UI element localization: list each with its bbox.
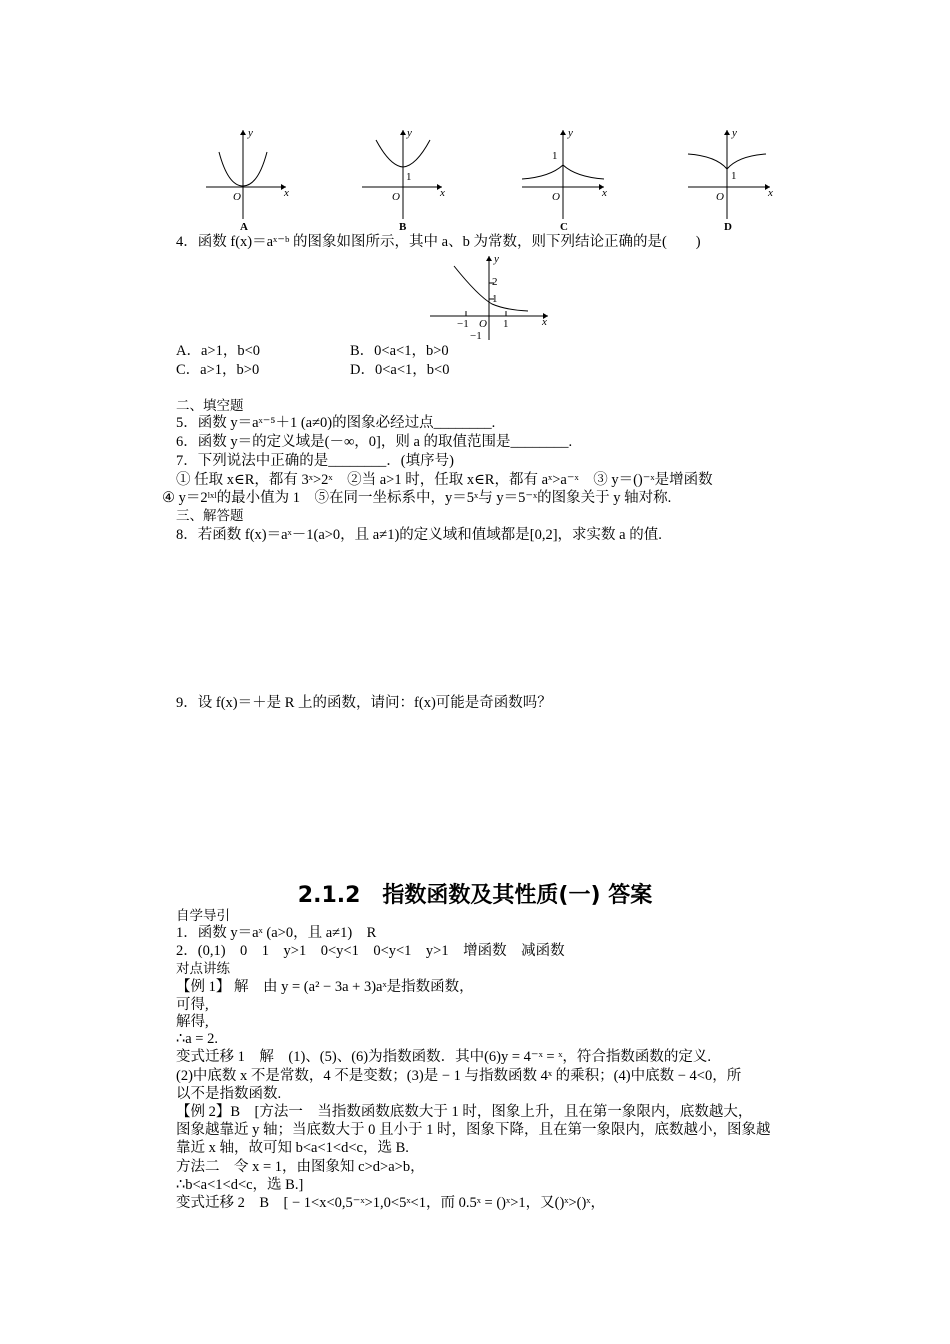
q4-option-d: D．0<a<1，b<0 [350, 362, 450, 378]
heading-self-study: 自学导引 [176, 908, 230, 924]
graph-b [356, 124, 456, 234]
answer-2: 2．(0,1) 0 1 y>1 0<y<1 0<y<1 y>1 增函数 减函数 [176, 943, 565, 959]
tick-label-2: 2 [492, 276, 498, 288]
caption-a: A [240, 221, 248, 233]
origin-label: O [716, 191, 724, 203]
variant-2-line1: 变式迁移 2 B [ − 1<x<0,5⁻ˣ>1,0<5ˣ<1，而 0.5ˣ = ()ˣ>1，又()ˣ>()ˣ， [176, 1195, 605, 1211]
q4-option-b: B．0<a<1，b>0 [350, 343, 449, 359]
q4-graph [428, 252, 558, 344]
graph-d [684, 124, 784, 234]
variant-1-line2: (2)中底数 x 不是常数，4 不是变数；(3)是 − 1 与指数函数 4ˣ 的乘积；(4)中底数 − 4<0，所 [176, 1068, 742, 1084]
q5: 5．函数 y＝aˣ⁻⁵＋1 (a≠0)的图象必经过点________. [176, 415, 496, 431]
example-1-line4: ∴a = 2. [176, 1031, 218, 1047]
q7-options-line1: ① 任取 x∈R，都有 3ˣ>2ˣ ②当 a>1 时，任取 x∈R，都有 aˣ>a⁻ˣ ③ y＝()⁻ˣ是增函数 [176, 472, 713, 488]
origin-label: O [552, 191, 560, 203]
caption-d: D [724, 221, 732, 233]
heading-practice: 对点讲练 [176, 961, 230, 977]
q6: 6．函数 y＝的定义域是(－∞，0]，则 a 的取值范围是________. [176, 434, 573, 450]
example-2-line4: 方法二 令 x = 1，由图象知 c>d>a>b， [176, 1159, 425, 1175]
caption-b: B [399, 221, 407, 233]
one-label: 1 [406, 171, 412, 183]
example-1-line3: 解得, [176, 1014, 209, 1030]
variant-1-line1: 变式迁移 1 解 (1)、(5)、(6)为指数函数．其中(6)y = 4⁻ˣ = ˣ，符合指数函数的定义. [176, 1049, 712, 1065]
tick-label-neg1-y: −1 [470, 330, 482, 342]
one-label: 1 [552, 150, 558, 162]
q9: 9．设 f(x)＝＋是 R 上的函数，请问：f(x)可能是奇函数吗？ [176, 695, 552, 711]
y-label: y [732, 127, 737, 139]
graph-c [518, 124, 618, 234]
example-2-line5: ∴b<a<1<d<c，选 B.] [176, 1177, 304, 1193]
section-heading-fill: 二、填空题 [176, 398, 244, 414]
tick-label-neg1: −1 [457, 318, 469, 330]
origin-label: O [233, 191, 241, 203]
answers-title: 2.1.2 指数函数及其性质(一) 答案 [297, 883, 653, 908]
caption-c: C [560, 221, 568, 233]
q4-option-a: A．a>1，b<0 [176, 343, 261, 359]
x-label: x [440, 187, 445, 199]
example-2-line2: 图象越靠近 y 轴；当底数大于 0 且小于 1 时，图象下降，且在第一象限内，底数越小，图象越 [176, 1122, 771, 1138]
arrow-icon [240, 130, 286, 190]
q4-option-c: C．a>1，b>0 [176, 362, 260, 378]
origin-label: O [479, 318, 487, 330]
section-heading-solve: 三、解答题 [176, 508, 244, 524]
y-label: y [407, 127, 412, 139]
y-label: y [568, 127, 573, 139]
x-label: x [602, 187, 607, 199]
x-label: x [768, 187, 773, 199]
x-label: x [542, 316, 547, 328]
q7: 7．下列说法中正确的是________．(填序号) [176, 453, 454, 469]
answer-1: 1．函数 y＝aˣ (a>0，且 a≠1) R [176, 925, 377, 941]
x-label: x [284, 187, 289, 199]
q8: 8．若函数 f(x)＝aˣ－1(a>0，且 a≠1)的定义域和值域都是[0,2]，求实数 a 的值. [176, 527, 662, 543]
q4-stem: 4．函数 f(x)＝aˣ⁻ᵇ 的图象如图所示，其中 a、b 为常数，则下列结论正确的是( ) [176, 234, 701, 250]
example-2-line1: 【例 2】B [方法一 当指数函数底数大于 1 时，图象上升，且在第一象限内，底数越大， [176, 1104, 753, 1120]
example-1: 【例 1】 解 由 y = (a² − 3a + 3)aˣ是指数函数， [176, 979, 474, 995]
tick-label-1: 1 [492, 293, 498, 305]
example-2-line3: 靠近 x 轴，故可知 b<a<1<d<c，选 B. [176, 1140, 409, 1156]
tick-label-x1: 1 [503, 318, 509, 330]
q7-options-line2: ④ y＝2ˡˣˡ的最小值为 1 ⑤在同一坐标系中，y＝5ˣ与 y＝5⁻ˣ的图象关于 y 轴对称. [162, 490, 672, 506]
graph-a [200, 124, 300, 234]
curve [454, 266, 528, 311]
one-label: 1 [731, 170, 737, 182]
y-label: y [248, 127, 253, 139]
y-label: y [494, 253, 499, 265]
arrow-icon [560, 130, 604, 190]
example-1-line2: 可得, [176, 997, 209, 1013]
origin-label: O [392, 191, 400, 203]
variant-1-line3: 以不是指数函数. [176, 1086, 282, 1102]
